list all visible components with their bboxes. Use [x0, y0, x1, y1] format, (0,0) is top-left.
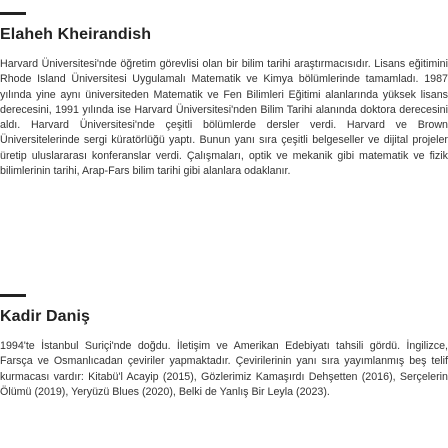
section-divider — [0, 294, 26, 297]
contributor-section — [0, 12, 448, 179]
contributor-bio: Harvard Üniversitesi'nde öğretim görevlisi olan bir bilim tarihi araştırmacısıdır. Lisans eğitimini Rhode Island Üniversitesi Uygulamalı Matematik ve Kimya bölümlerinde tamamladı. 1987 yılında yine aynı üniversiteden Matematik ve Fen Bilimleri Eğitimi alanlarında yüksek lisans derecesini, 1991 yılında ise Harvard Üniversitesi'nden Bilim Tarihi alanında doktora derecesini aldı. Harvard Üniversitesi'nde çeşitli bölümlerde dersler verdi. Harvard ve Brown Üniversitelerinde sergi küratörlüğü yaptı. Bunun yanı sıra çeşitli belgeseller ve dijital projeler üretip uluslararası konferanslar verdi. Çalışmaları, optik ve mekanik gibi matematik ve fizik bilimlerinin tarihi, Arap-Fars bilim tarihi gibi alanlara odaklanır. — [0, 58, 448, 178]
section-divider — [0, 12, 26, 15]
contributor-section — [0, 294, 448, 400]
contributor-name: Kadir Daniş — [0, 308, 91, 325]
contributor-bio: 1994'te İstanbul Suriçi'nde doğdu. İletişim ve Amerikan Edebiyatı tahsili gördü. İngilizce, Farsça ve Osmanlıcadan çeviriler yapmaktadır. Çevirilerinin yanı sıra yayımlanmış beş telif kurmacası vardır: Kitabü'l Acayip (2015), Gözlerimiz Kamaşırdı Dehşetten (2016), Serçelerin Ölümü (2019), Yeryüzü Blues (2020), Belki de Yanlış Bir Leyla (2023). — [0, 340, 448, 398]
contributor-name: Elaheh Kheirandish — [0, 26, 152, 43]
